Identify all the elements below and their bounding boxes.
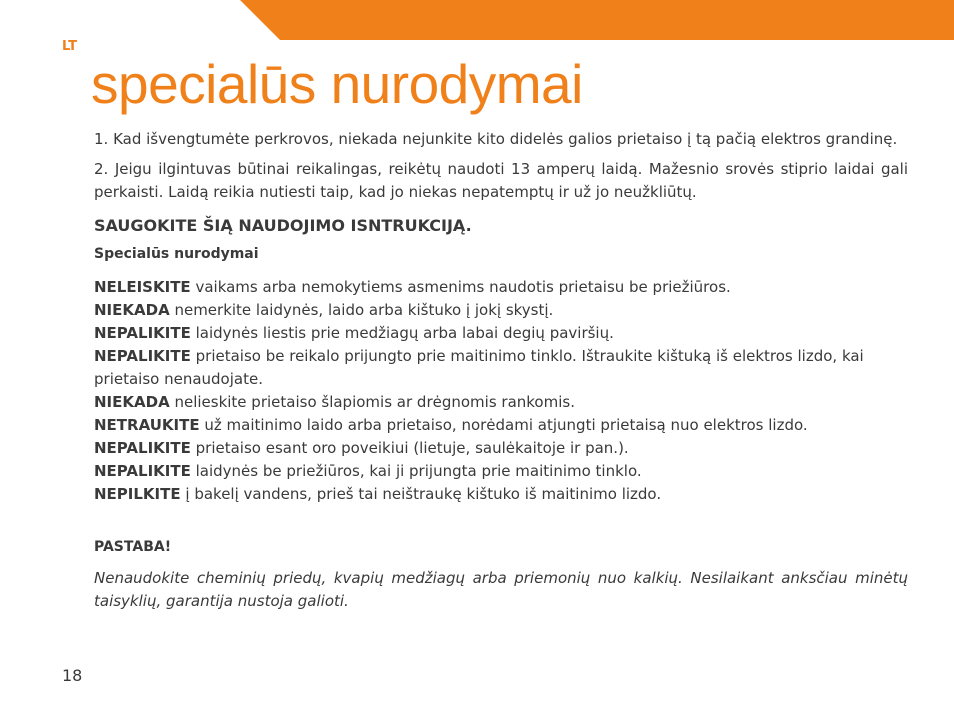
intro-paragraph-1: 1. Kad išvengtumėte perkrovos, niekada nejunkite kito didelės galios prietaiso į tą pačią elektros grandinę. xyxy=(94,130,898,148)
rules-list xyxy=(94,276,908,506)
rule-keyword: NEPALIKITE xyxy=(94,439,191,457)
rule-text: prietaiso esant oro poveikiui (lietuje, saulėkaitoje ir pan.). xyxy=(190,439,629,457)
page-title: specialūs nurodymai xyxy=(91,53,583,115)
rule-keyword: NEPALIKITE xyxy=(94,462,191,480)
rule-keyword: NEPALIKITE xyxy=(94,347,191,365)
section-heading: SAUGOKITE ŠIĄ NAUDOJIMO ISNTRUKCIJĄ. xyxy=(94,216,472,235)
rule-text: nelieskite prietaiso šlapiomis ar drėgnomis rankomis. xyxy=(169,393,575,411)
section-subheading: Specialūs nurodymai xyxy=(94,246,259,262)
rule-item xyxy=(94,276,908,299)
rule-keyword: NIEKADA xyxy=(94,393,170,411)
rule-item xyxy=(94,345,908,391)
rule-item xyxy=(94,437,908,460)
note-text: Nenaudokite cheminių priedų, kvapių medžiagų arba priemonių nuo kalkių. Nesilaikant anksčiau minėtų taisyklių, garantija nustoja galioti. xyxy=(94,569,908,610)
rule-item xyxy=(94,322,908,345)
language-code: LT xyxy=(62,39,77,54)
rule-item xyxy=(94,299,908,322)
rule-keyword: NEPILKITE xyxy=(94,485,181,503)
rule-keyword: NIEKADA xyxy=(94,301,170,319)
header-accent-bar xyxy=(240,0,954,40)
rule-item xyxy=(94,391,908,414)
document-body xyxy=(94,128,908,613)
intro-paragraph-2: 2. Jeigu ilgintuvas būtinai reikalingas, reikėtų naudoti 13 amperų laidą. Mažesnio srovės stiprio laidai gali perkaisti. Laidą reikia nutiesti taip, kad jo niekas nepatemptų ir už jo neužkliūtų. xyxy=(94,160,908,201)
rule-item xyxy=(94,483,908,506)
rule-text: laidynės be priežiūros, kai ji prijungta prie maitinimo tinklo. xyxy=(190,462,642,480)
rule-item xyxy=(94,460,908,483)
page-number: 18 xyxy=(62,666,83,685)
rule-text: vaikams arba nemokytiems asmenims naudotis prietaisu be priežiūros. xyxy=(190,278,731,296)
rule-keyword: NETRAUKITE xyxy=(94,416,200,434)
rule-keyword: NELEISKITE xyxy=(94,278,191,296)
note-heading: PASTABA! xyxy=(94,539,172,555)
rule-text: už maitinimo laido arba prietaiso, norėdami atjungti prietaisą nuo elektros lizdo. xyxy=(199,416,808,434)
rule-text: laidynės liestis prie medžiagų arba labai degių paviršių. xyxy=(190,324,614,342)
rule-text: nemerkite laidynės, laido arba kištuko į jokį skystį. xyxy=(169,301,554,319)
rule-item xyxy=(94,414,908,437)
rule-keyword: NEPALIKITE xyxy=(94,324,191,342)
rule-text: prietaiso be reikalo prijungto prie maitinimo tinklo. Ištraukite kištuką iš elektros lizdo, kai prietaiso nenaudojate. xyxy=(94,347,864,388)
rule-text: į bakelį vandens, prieš tai neištraukę kištuko iš maitinimo lizdo. xyxy=(180,485,662,503)
